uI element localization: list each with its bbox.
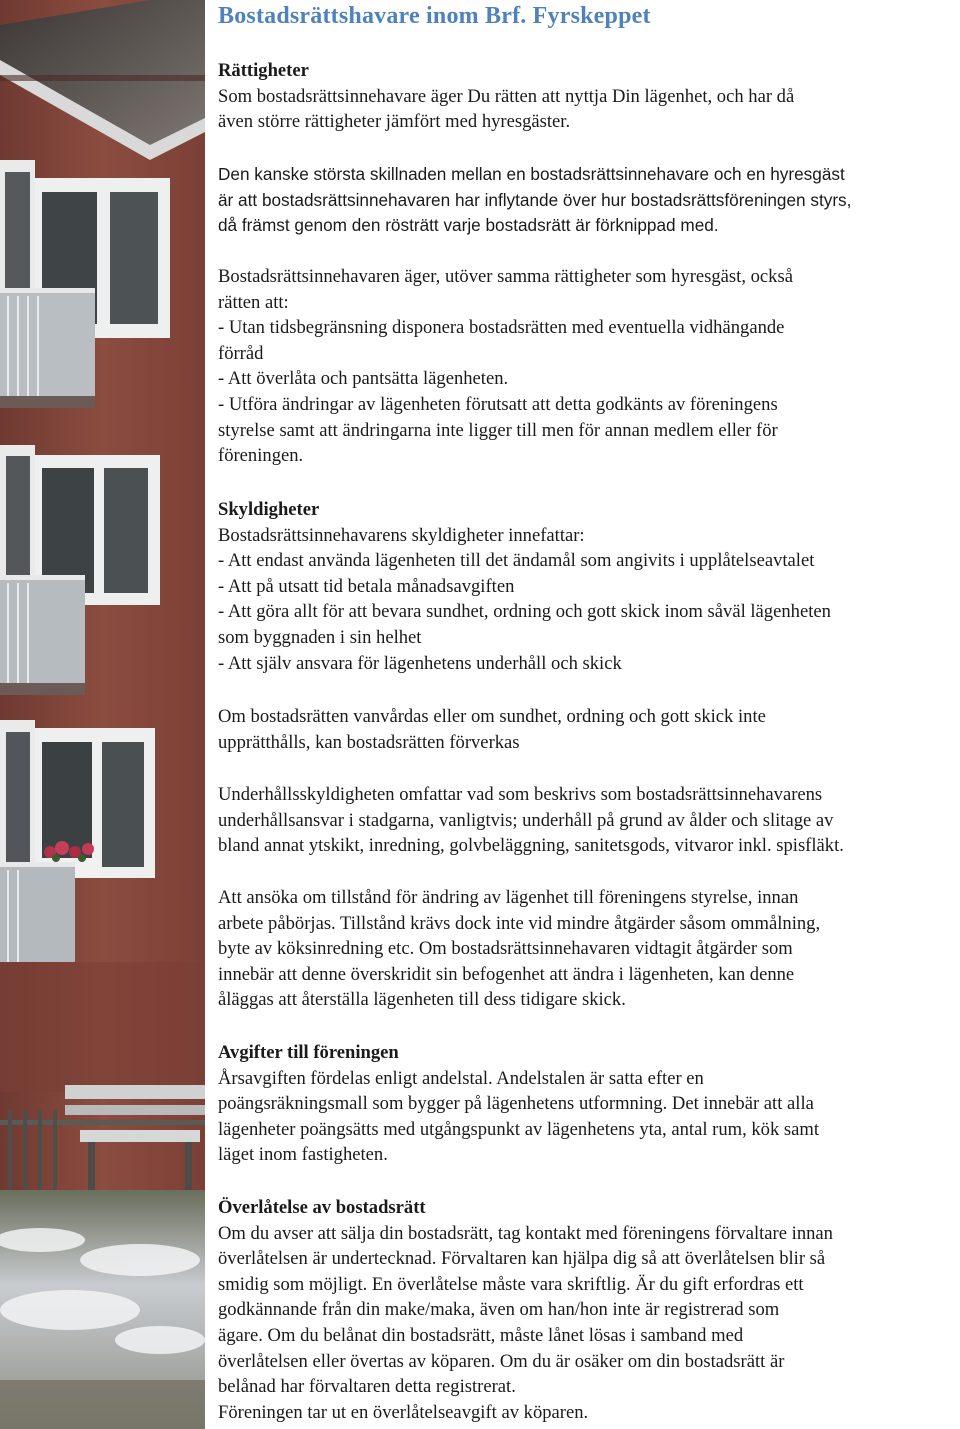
permission-line: Att ansöka om tillstånd för ändring av lägenhet till föreningens styrelse, innan [218, 887, 799, 908]
transfer-line: smidig som möjligt. En överlåtelse måste vara skriftlig. Är du gift erfordras ett [218, 1273, 804, 1295]
balcony-2 [0, 575, 85, 695]
rights-section [218, 58, 794, 135]
also-line: styrelse samt att ändringarna inte ligger till men för annan medlem eller för [218, 419, 778, 441]
rights-heading: Rättigheter [218, 60, 309, 81]
permission-line: arbete påbörjas. Tillstånd krävs dock inte vid mindre åtgärder såsom ommålning, [218, 912, 821, 934]
also-line: - Utan tidsbegränsning disponera bostadsrätten med eventuella vidhängande [218, 317, 785, 339]
maintenance-line: Underhållsskyldigheten omfattar vad som beskrivs som bostadsrättsinnehavarens [218, 784, 823, 805]
also-line: - Att överlåta och pantsätta lägenheten. [218, 368, 509, 390]
duties-line: Bostadsrättsinnehavarens skyldigheter innefattar: [218, 524, 585, 546]
duties-line: som byggnaden i sin helhet [218, 626, 422, 648]
fees-line: Årsavgiften fördelas enligt andelstal. Andelstalen är satta efter en [218, 1067, 704, 1089]
page-title: Bostadsrättshavare inom Brf. Fyrskeppet [218, 3, 651, 29]
balcony-3 [0, 862, 75, 962]
duties-line: - Att göra allt för att bevara sundhet, ordning och gott skick inom såväl lägenheten [218, 601, 831, 623]
duties-section [218, 497, 831, 676]
transfer-line: Om du avser att sälja din bostadsrätt, tag kontakt med föreningens förvaltare innan [218, 1222, 833, 1244]
permission-line: byte av köksinredning etc. Om bostadsrättsinnehavaren vidtagit åtgärder som [218, 938, 793, 960]
duties-line: - Att själv ansvara för lägenhetens underhåll och skick [218, 652, 622, 674]
duties-forfeit [218, 704, 766, 755]
duties-line: - Att endast använda lägenheten till det ändamål som angivits i upplåtelseavtalet [218, 550, 815, 572]
rights-intro-line: även större rättigheter jämfört med hyresgäster. [218, 111, 571, 133]
transfer-line: ägare. Om du belånat din bostadsrätt, måste lånet lösas i samband med [218, 1324, 744, 1346]
duties-maintenance [218, 782, 844, 859]
also-line: föreningen. [218, 445, 304, 467]
difference-line: är att bostadsrättsinnehavaren har inflytande över hur bostadsrättsföreningen styrs, [218, 189, 852, 210]
maintenance-line: underhållsansvar i stadgarna, vanligtvis; underhåll på grund av ålder och slitage av [218, 809, 834, 831]
difference-line: Den kanske största skillnaden mellan en bostadsrättsinnehavare och en hyresgäst [218, 164, 845, 184]
fees-heading: Avgifter till föreningen [218, 1042, 399, 1063]
transfer-line: belånad har förvaltaren detta registrerat. [218, 1376, 516, 1398]
permission-line: innebär att denne överskridit sin befogenhet att ändra i lägenheten, kan denne [218, 963, 795, 985]
balcony-1 [0, 288, 95, 408]
forfeit-line: upprätthålls, kan bostadsrätten förverkas [218, 731, 520, 753]
transfer-line: överlåtelsen är undertecknad. Förvaltaren kan hjälpa dig så att överlåtelsen blir så [218, 1248, 826, 1270]
difference-line: då främst genom den rösträtt varje bostadsrätt är förknippad med. [218, 215, 719, 236]
transfer-line: överlåtelsen eller övertas av köparen. Om du är osäker om din bostadsrätt är [218, 1350, 785, 1372]
transfer-line: Föreningen tar ut en överlåtelseavgift av köparen. [218, 1401, 589, 1423]
permission-line: åläggas att återställa lägenheten till dess tidigare skick. [218, 989, 626, 1011]
forfeit-line: Om bostadsrätten vanvårdas eller om sundhet, ordning och gott skick inte [218, 706, 766, 727]
transfer-line: godkännande från din make/maka, även om han/hon inte är registrerad som [218, 1299, 780, 1321]
fees-line: läget inom fastigheten. [218, 1144, 388, 1166]
duties-line: - Att på utsatt tid betala månadsavgiften [218, 575, 515, 597]
rights-intro-line: Som bostadsrättsinnehavare äger Du rätten att nyttja Din lägenhet, och har då [218, 85, 795, 107]
also-line: Bostadsrättsinnehavaren äger, utöver samma rättigheter som hyresgäst, också [218, 266, 793, 287]
fees-section [218, 1040, 819, 1168]
duties-permission [218, 885, 820, 1013]
rights-also [218, 264, 793, 469]
maintenance-line: bland annat ytskikt, inredning, golvbeläggning, sanitetsgods, vitvaror inkl. spisfläkt. [218, 835, 844, 857]
duties-heading: Skyldigheter [218, 499, 320, 520]
fees-line: lägenheter poängsätts med utgångspunkt av lägenhetens yta, antal rum, kök samt [218, 1118, 820, 1140]
fees-line: poängsräkningsmall som bygger på lägenhetens utformning. Det innebär att alla [218, 1093, 814, 1115]
also-line: - Utföra ändringar av lägenheten förutsatt att detta godkänts av föreningens [218, 393, 778, 415]
building-photo [0, 0, 205, 1429]
also-line: förråd [218, 342, 264, 364]
transfer-section [218, 1195, 833, 1425]
also-line: rätten att: [218, 291, 289, 313]
rights-difference [218, 162, 851, 239]
transfer-heading: Överlåtelse av bostadsrätt [218, 1197, 426, 1218]
